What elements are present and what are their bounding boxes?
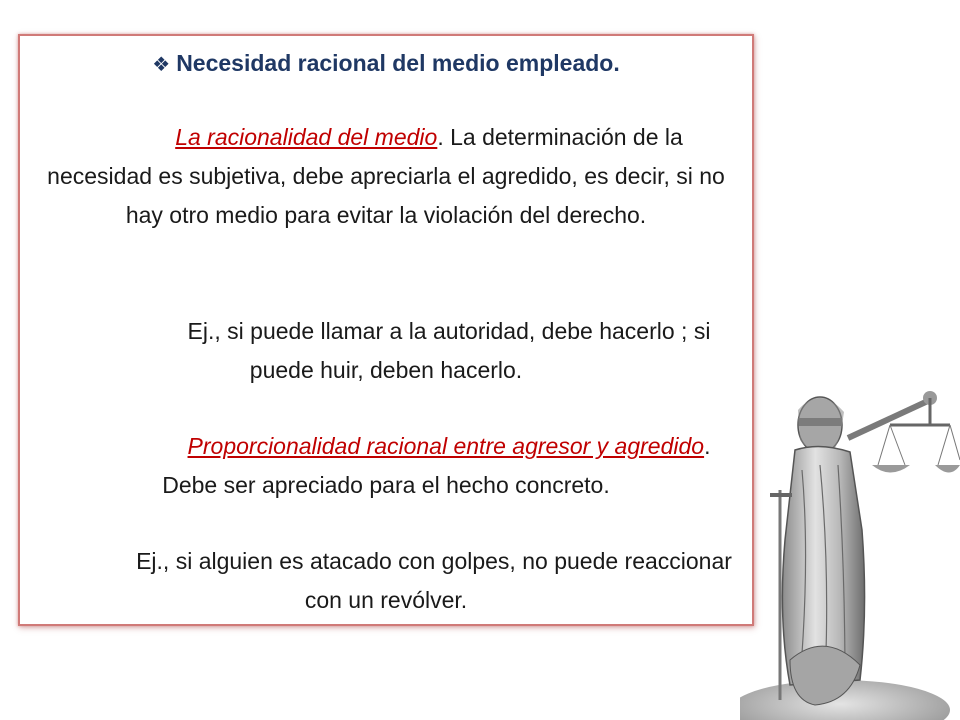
content-card [18,34,754,626]
term-racionalidad: La racionalidad del medio [175,124,438,150]
lady-justice-illustration [740,330,960,720]
slide-title [20,50,752,77]
term-proporcionalidad: Proporcionalidad racional entre agresor y agredido [187,433,705,459]
paragraph-racionalidad-text: . La determinación de la necesidad es subjetiva, debe apreciarla el agredido, es decir, si no hay otro medio para evitar la violación del derecho. [47,124,725,228]
diamond-bullet-icon: ❖ [152,54,171,76]
slide-title-text: Necesidad racional del medio empleado. [176,50,620,76]
example-2-text: Ej., si alguien es atacado con golpes, no puede reaccionar con un revólver. [136,548,732,613]
paragraph-proporcionalidad-text: . Debe ser apreciado para el hecho concreto. [162,433,711,498]
paragraph-example-1 [34,312,738,390]
paragraph-proporcionalidad [34,427,738,505]
example-1-text: Ej., si puede llamar a la autoridad, debe hacerlo ; si puede huir, deben hacerlo. [187,318,711,383]
paragraph-example-2 [34,542,738,620]
paragraph-racionalidad [34,118,738,235]
